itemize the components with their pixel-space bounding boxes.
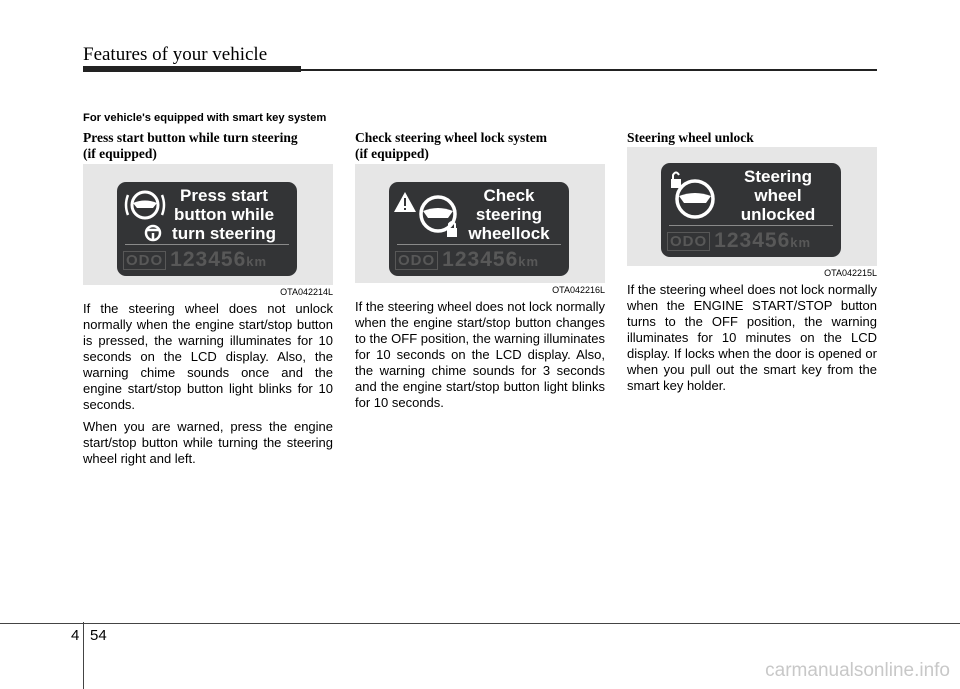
lcd-line: turn steering	[172, 224, 276, 243]
chapter-number: 4	[71, 627, 80, 644]
column-title-line1: Press start button while turn steering	[83, 130, 298, 145]
lcd-display	[117, 182, 297, 276]
lcd-display	[661, 163, 841, 257]
footer-divider	[83, 622, 84, 689]
lcd-line: Check	[483, 186, 535, 205]
odometer-readout	[395, 248, 539, 272]
lcd-warning-text	[159, 186, 289, 243]
odo-value: 123456	[714, 229, 791, 252]
column-wheel-unlock	[627, 130, 877, 394]
body-paragraph: If the steering wheel does not lock normally when the ENGINE START/STOP button turns to the OFF position, the warning illuminates for 10 minutes on the LCD display. If locks when the door is opened or when you pull out the smart key from the smart key holder.	[627, 282, 877, 393]
odometer-readout	[667, 229, 811, 253]
column-press-start	[83, 130, 333, 467]
lcd-line: Press start	[180, 186, 268, 205]
lcd-line: wheellock	[468, 224, 550, 243]
figure-code: OTA042214L	[280, 287, 333, 297]
warning-steering-lock-icon	[393, 190, 463, 242]
odo-unit: km	[518, 254, 540, 269]
lcd-line: Steering	[743, 167, 813, 186]
lcd-figure-panel	[627, 147, 877, 266]
odo-label: ODO	[395, 251, 438, 270]
column-title	[627, 130, 877, 147]
odo-unit: km	[246, 254, 268, 269]
column-title-line1: Steering wheel unlock	[627, 130, 754, 145]
column-check-lock	[355, 130, 605, 411]
lcd-divider	[669, 225, 833, 226]
body-paragraph: When you are warned, press the engine start/stop button while turning the steering wheel right and left.	[83, 419, 333, 466]
odo-value: 123456	[170, 248, 247, 271]
odometer-readout	[123, 248, 267, 272]
footer-rule	[0, 623, 960, 624]
column-title-line2: (if equipped)	[355, 146, 429, 161]
page-header-title: Features of your vehicle	[83, 44, 268, 65]
lcd-divider	[125, 244, 289, 245]
page-number: 54	[90, 627, 107, 644]
lcd-display	[389, 182, 569, 276]
lcd-line: steering	[475, 205, 543, 224]
section-intro: For vehicle's equipped with smart key system	[83, 112, 327, 124]
lcd-figure-panel	[83, 164, 333, 285]
header-rule-thick	[83, 66, 301, 72]
column-title	[355, 130, 605, 164]
odo-label: ODO	[667, 232, 710, 251]
lcd-figure-panel	[355, 164, 605, 283]
odo-value: 123456	[442, 248, 519, 271]
body-paragraph: If the steering wheel does not unlock normally when the engine start/stop button is pressed, the warning illuminates for 10 seconds on the LCD display. Also, the warning chime sounds once and the engine start/stop button light blinks for 10 seconds.	[83, 301, 333, 412]
lcd-divider	[397, 244, 561, 245]
body-paragraph: If the steering wheel does not lock normally when the engine start/stop button changes to the OFF position, the warning illuminates for 10 seconds on the LCD display. Also, the warning chime sounds for 3 seconds and the engine start/stop button light blinks for 10 seconds.	[355, 299, 606, 410]
lcd-line: wheel	[754, 186, 802, 205]
lcd-line: unlocked	[740, 205, 816, 224]
header-rule-thin	[301, 69, 877, 71]
figure-code: OTA042215L	[824, 268, 877, 278]
column-title	[83, 130, 333, 164]
steering-wheel-unlock-icon	[665, 169, 719, 223]
column-title-line2: (if equipped)	[83, 146, 157, 161]
lcd-warning-text	[457, 186, 561, 243]
watermark: carmanualsonline.info	[765, 660, 950, 681]
lcd-line: button while	[173, 205, 275, 224]
odo-unit: km	[790, 235, 812, 250]
column-title-line1: Check steering wheel lock system	[355, 130, 547, 145]
odo-label: ODO	[123, 251, 166, 270]
figure-code: OTA042216L	[552, 285, 605, 295]
lcd-warning-text	[723, 167, 833, 224]
